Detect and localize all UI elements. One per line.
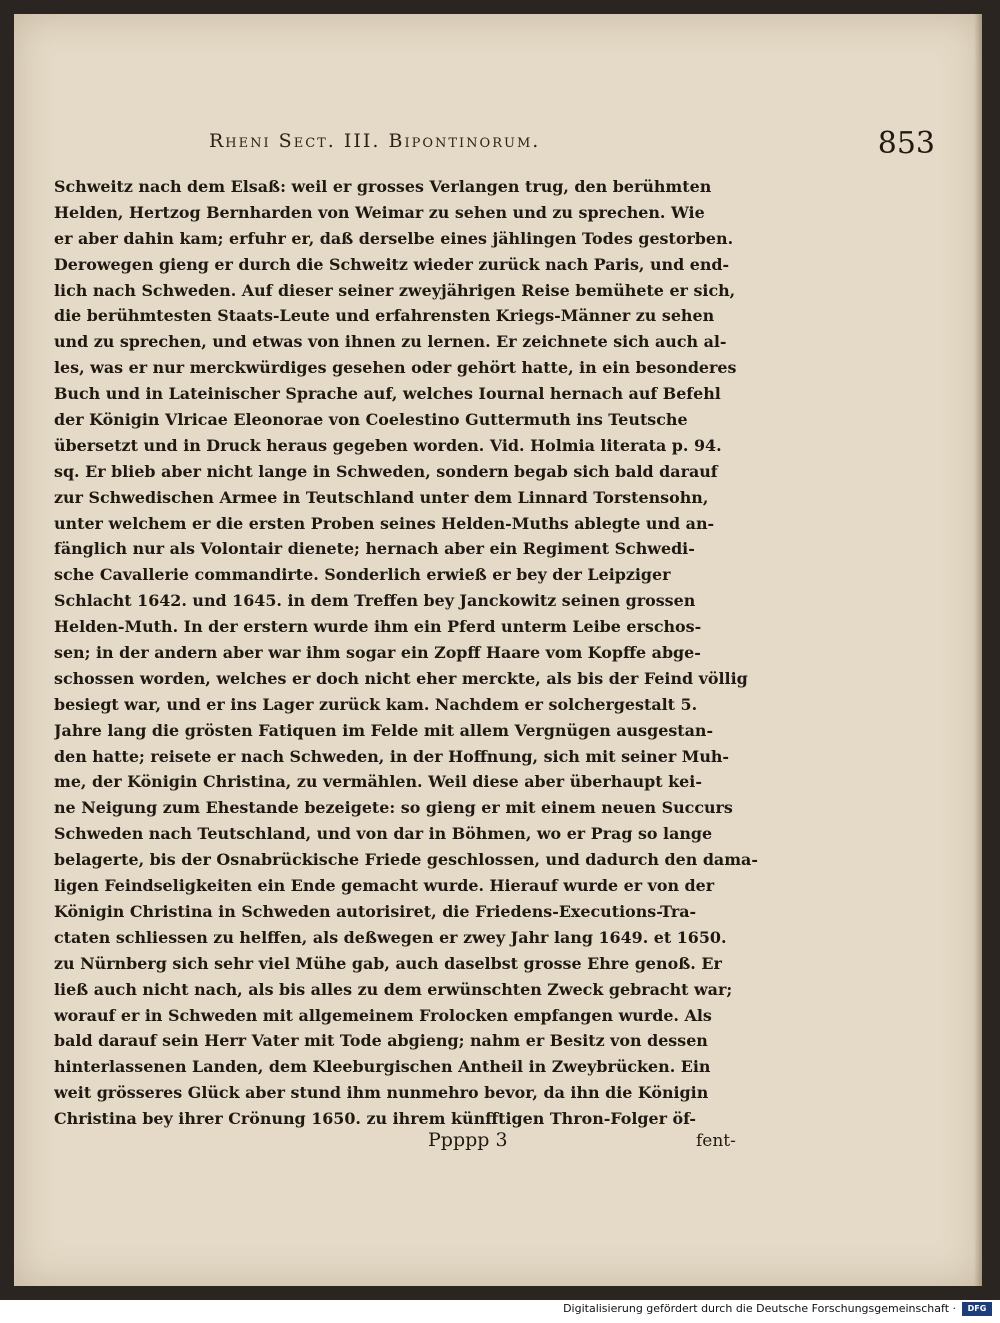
text-line: ligen Feindseligkeiten ein Ende gemacht wurde. Hierauf wurde er von der (54, 876, 715, 896)
text-line: sq. Er blieb aber nicht lange in Schweden, sondern begab sich bald darauf (54, 461, 718, 481)
signature-mark: Ppppp 3 (428, 1129, 508, 1151)
text-line: Helden-Muth. In der erstern wurde ihm ein Pferd unterm Leibe erschos- (54, 617, 702, 637)
text-line: zur Schwedischen Armee in Teutschland unter dem Linnard Torstensohn, (54, 487, 709, 507)
text-line: ctaten schliessen zu helffen, als deßwegen er zwey Jahr lang 1649. et 1650. (54, 927, 727, 947)
text-line: fänglich nur als Volontair dienete; hernach aber ein Regiment Schwedi- (54, 539, 695, 559)
text-line: belagerte, bis der Osnabrückische Friede geschlossen, und dadurch den dama- (54, 850, 758, 870)
text-line: Königin Christina in Schweden autorisiret, die Friedens-Executions-Tra- (54, 901, 697, 921)
text-line: Helden, Hertzog Bernharden von Weimar zu sehen und zu sprechen. Wie (54, 202, 705, 222)
text-line: weit grösseres Glück aber stund ihm nunmehro bevor, da ihn die Königin (54, 1083, 709, 1103)
text-line: zu Nürnberg sich sehr viel Mühe gab, auch daselbst grosse Ehre genoß. Er (54, 953, 722, 973)
text-line: ne Neigung zum Ehestande bezeigete: so gieng er mit einem neuen Succurs (54, 798, 733, 818)
funding-credit: Digitalisierung gefördert durch die Deutsche Forschungsgemeinschaft · (563, 1302, 956, 1315)
text-line: unter welchem er die ersten Proben seines Helden-Muths ablegte und an- (54, 513, 715, 533)
text-line: Derowegen gieng er durch die Schweitz wieder zurück nach Paris, und end- (54, 254, 730, 274)
text-line: ließ auch nicht nach, als bis alles zu dem erwünschten Zweck gebracht war; (54, 979, 733, 999)
text-line: Jahre lang die grösten Fatiquen im Felde mit allem Vergnügen ausgestan- (54, 720, 714, 740)
text-line: Buch und in Lateinischer Sprache auf, welches Iournal hernach auf Befehl (54, 384, 721, 404)
text-line: lich nach Schweden. Auf dieser seiner zweyjährigen Reise bemühete er sich, (54, 280, 736, 300)
text-line: hinterlassenen Landen, dem Kleeburgischen Antheil in Zweybrücken. Ein (54, 1057, 711, 1077)
catchword: fent- (696, 1131, 736, 1151)
dfg-logo: DFG (962, 1302, 992, 1316)
running-title: Rheni Sect. III. Bipontinorum. (209, 130, 541, 152)
text-line: Schlacht 1642. und 1645. in dem Treffen bey Janckowitz seinen grossen (54, 591, 696, 611)
text-line: sen; in der andern aber war ihm sogar ein Zopff Haare vom Kopffe abge- (54, 643, 701, 663)
text-line: Christina bey ihrer Crönung 1650. zu ihrem künfftigen Thron-Folger öf- (54, 1109, 696, 1129)
text-line: Schweden nach Teutschland, und von dar in Böhmen, wo er Prag so lange (54, 824, 713, 844)
text-line: worauf er in Schweden mit allgemeinem Frolocken empfangen wurde. Als (54, 1005, 712, 1025)
page-number: 853 (877, 126, 935, 161)
text-line: und zu sprechen, und etwas von ihnen zu lernen. Er zeichnete sich auch al- (54, 332, 727, 352)
text-line: besiegt war, und er ins Lager zurück kam. Nachdem er solchergestalt 5. (54, 694, 698, 714)
text-line: les, was er nur merckwürdiges gesehen oder gehört hatte, in ein besonderes (54, 358, 737, 378)
text-line: me, der Königin Christina, zu vermählen. Weil diese aber überhaupt kei- (54, 772, 702, 792)
text-line: der Königin Vlricae Eleonorae von Coelestino Guttermuth ins Teutsche (54, 410, 688, 430)
text-line: sche Cavallerie commandirte. Sonderlich erwieß er bey der Leipziger (54, 565, 671, 585)
text-line: bald darauf sein Herr Vater mit Tode abgieng; nahm er Besitz von dessen (54, 1031, 708, 1051)
book-page (14, 14, 982, 1286)
text-line: Schweitz nach dem Elsaß: weil er grosses Verlangen trug, den berühmten (54, 177, 712, 196)
text-line: übersetzt und in Druck heraus gegeben worden. Vid. Holmia literata p. 94. (54, 435, 722, 455)
text-line: er aber dahin kam; erfuhr er, daß derselbe eines jählingen Todes gestorben. (54, 228, 734, 248)
text-line: den hatte; reisete er nach Schweden, in der Hoffnung, sich mit seiner Muh- (54, 746, 730, 766)
text-line: die berühmtesten Staats-Leute und erfahrensten Kriegs-Männer zu sehen (54, 306, 715, 326)
text-line: schossen worden, welches er doch nicht eher merckte, als bis der Feind völlig (54, 668, 748, 688)
body-text (54, 174, 786, 1132)
